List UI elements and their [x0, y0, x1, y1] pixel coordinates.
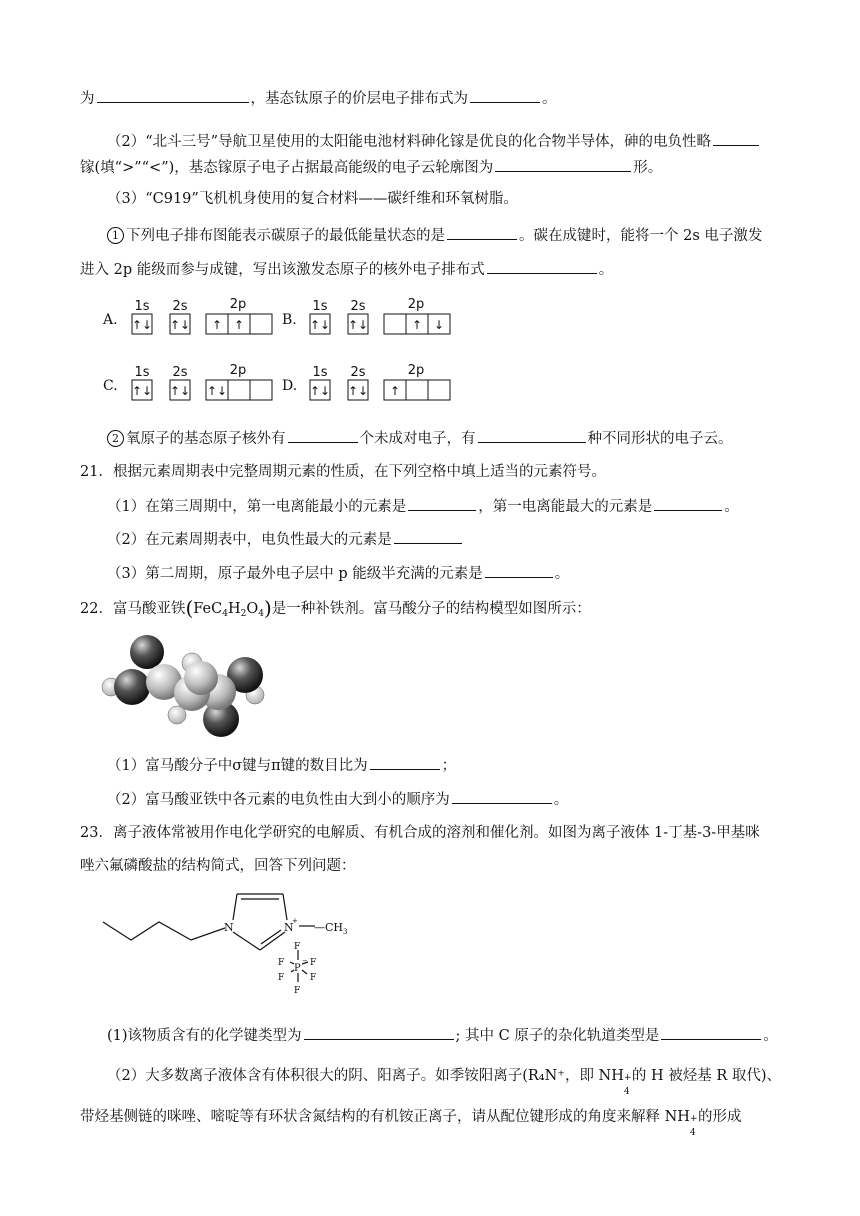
orbital-label-1s: 1s: [134, 365, 150, 380]
fluorine-atom: F: [310, 973, 317, 983]
ionic-liquid-structure: [95, 880, 355, 1010]
question-23-part-2-line-2: [80, 1107, 742, 1138]
answer-blank[interactable]: [97, 88, 249, 103]
orbital-label-2p: 2p: [407, 363, 425, 378]
text: (1)该物质含有的化学键类型为: [107, 1028, 302, 1044]
text: 的 H 被烃基 R 取代)、: [631, 1068, 782, 1084]
question-21-title: [80, 462, 606, 482]
text: 。: [554, 566, 570, 582]
minus-sign: −: [302, 957, 308, 965]
sub-question-2: [107, 428, 733, 449]
orbital-box-2p: [384, 314, 406, 334]
answer-blank[interactable]: [370, 755, 440, 770]
circled-number: 1: [107, 227, 124, 244]
text: 个未成对电子，有: [359, 431, 476, 447]
oxygen-atom: [114, 669, 150, 705]
orbital-label-2p: 2p: [229, 297, 247, 312]
text: 。: [724, 499, 739, 515]
electron-arrows: ↑: [411, 318, 423, 332]
superscript: +: [689, 1114, 698, 1124]
question-22-part-1: [107, 755, 456, 776]
orbital-box-2p: [250, 314, 272, 334]
orbital-box-2p: [428, 380, 450, 400]
question-2-line-2: [80, 157, 662, 178]
electron-arrows: ↑↓: [309, 318, 331, 332]
phosphorus-atom: P: [294, 963, 301, 974]
question-21-part-3: [107, 563, 569, 584]
orbital-label-2s: 2s: [350, 299, 366, 314]
answer-blank[interactable]: [485, 563, 553, 578]
orbital-box-2p: [250, 380, 272, 400]
electron-arrows: ↑↓: [309, 384, 331, 398]
superscript: +: [623, 1073, 632, 1083]
orbital-diagrams: [0, 292, 480, 412]
answer-blank[interactable]: [288, 428, 358, 443]
text: ；: [441, 758, 457, 774]
answer-blank[interactable]: [447, 225, 517, 240]
fluorine-atom: F: [278, 958, 285, 968]
orbital-label-2p: 2p: [229, 363, 247, 378]
question-23-line-2: [80, 856, 356, 876]
bond: [233, 894, 237, 920]
question-21-part-2: [107, 529, 464, 550]
electron-arrows: ↑↓: [169, 384, 191, 398]
answer-line-1: [80, 88, 557, 109]
orbital-label-2s: 2s: [172, 365, 188, 380]
question-23-part-2-line-1: [107, 1066, 782, 1097]
paren: ): [263, 596, 272, 620]
bond: [283, 894, 287, 920]
answer-blank[interactable]: [713, 131, 759, 146]
subscript: 4: [689, 1128, 696, 1138]
formula-part: FeC: [193, 601, 223, 617]
text: 。: [542, 91, 557, 107]
text: 带烃基侧链的咪唑、嘧啶等有环状含氮结构的有机铵正离子，请从配位键形成的角度来解释 NH: [80, 1109, 690, 1125]
orbital-label-2p: 2p: [407, 297, 425, 312]
question-3-title: [107, 189, 518, 209]
text: （3）第二周期，原子最外电子层中 p 能级半充满的元素是: [107, 566, 483, 582]
question-22-part-2: [107, 789, 568, 810]
text: 种不同形状的电子云。: [587, 431, 733, 447]
plus-sign: +: [292, 917, 298, 925]
text: 。: [598, 262, 614, 278]
text: （1）富马酸分子中σ键与π键的数目比为: [107, 758, 368, 774]
formula-sub: 4: [258, 609, 264, 619]
fluorine-atom: F: [294, 986, 301, 996]
text: （2）富马酸亚铁中各元素的电负性由大到小的顺序为: [107, 792, 450, 808]
subscript: 4: [623, 1087, 630, 1097]
orbital-label-2s: 2s: [350, 365, 366, 380]
electron-arrows: ↑: [233, 318, 245, 332]
text: 形。: [633, 160, 663, 176]
orbital-label-1s: 1s: [134, 299, 150, 314]
text: （3）“C919”飞机机身使用的复合材料——碳纤维和环氧树脂。: [107, 191, 518, 207]
text: 23．离子液体常被用作电化学研究的电解质、有机合成的溶剂和催化剂。如图为离子液体 1-丁基-3-甲基咪: [80, 825, 760, 841]
text: （2）大多数离子液体含有体积很大的阴、阳离子。如季铵阳离子(R₄N⁺，即 NH: [107, 1068, 624, 1084]
question-21-part-1: [107, 496, 739, 517]
fluorine-atom: F: [294, 942, 301, 952]
answer-blank[interactable]: [495, 157, 631, 172]
methyl-sub: 3: [343, 928, 348, 936]
orbital-box-2p: [406, 380, 428, 400]
text: 唑六氟磷酸盐的结构简式，回答下列问题：: [80, 858, 356, 874]
text: 下列电子排布图能表示碳原子的最低能量状态的是: [126, 228, 445, 244]
electron-arrows: ↑↓: [206, 384, 228, 398]
text: （2）在元素周期表中，电负性最大的元素是: [107, 532, 392, 548]
text: ，第一电离能最大的元素是: [478, 499, 653, 515]
methyl-text: —CH: [314, 921, 344, 934]
answer-blank[interactable]: [408, 496, 476, 511]
text: （1）在第三周期中，第一电离能最小的元素是: [107, 499, 407, 515]
paren: (: [185, 596, 194, 620]
text: 进入 2p 能级而参与成键，写出该激发态原子的核外电子排布式: [80, 262, 485, 278]
answer-blank[interactable]: [452, 789, 552, 804]
answer-blank[interactable]: [661, 1025, 761, 1040]
option-c-label: C.: [103, 378, 118, 394]
oxygen-atom: [130, 635, 164, 669]
answer-blank[interactable]: [394, 529, 462, 544]
sub-question-1-line-2: [80, 259, 613, 280]
nitrogen-cation: N: [284, 921, 294, 934]
formula-sub: 4: [222, 609, 228, 619]
formula-part: H: [227, 601, 241, 617]
answer-blank[interactable]: [470, 88, 540, 103]
question-22-title: [80, 598, 591, 624]
circled-number: 2: [107, 430, 124, 447]
formula-sub: 2: [240, 609, 247, 619]
electron-arrows: ↑: [389, 384, 401, 398]
electron-arrows: ↑↓: [131, 318, 153, 332]
text: 的形成: [697, 1109, 742, 1125]
answer-blank[interactable]: [654, 496, 722, 511]
nitrogen-atom: N: [224, 921, 234, 934]
text: 21．根据元素周期表中完整周期元素的性质，在下列空格中填上适当的元素符号。: [80, 464, 606, 480]
butyl-chain: [103, 922, 225, 940]
answer-blank[interactable]: [478, 428, 586, 443]
electron-arrows: ↑: [211, 318, 223, 332]
text: ; 其中 C 原子的杂化轨道类型是: [455, 1028, 660, 1044]
text: 氧原子的基态原子核外有: [126, 431, 286, 447]
text: 镓(填“>”“<”)，基态镓原子电子占据最高能级的电子云轮廓图为: [80, 160, 494, 176]
sub-question-1-line-1: [107, 225, 762, 246]
option-d-label: D.: [282, 378, 298, 394]
methyl-group: [314, 921, 347, 936]
answer-blank[interactable]: [304, 1025, 454, 1040]
question-23-line-1: [80, 823, 760, 843]
text: 。: [553, 792, 569, 808]
answer-blank[interactable]: [487, 259, 597, 274]
electron-arrows: ↑↓: [169, 318, 191, 332]
text: 。碳在成键时，能将一个 2s 电子激发: [519, 228, 763, 244]
bond: [233, 932, 260, 950]
text: （2）“北斗三号”导航卫星使用的太阳能电池材料砷化镓是优良的化合物半导体，砷的电负性略: [107, 134, 712, 150]
fluorine-atom: F: [310, 958, 317, 968]
orbital-label-2s: 2s: [172, 299, 188, 314]
electron-arrows: ↓: [433, 318, 445, 332]
formula-part: O: [246, 601, 259, 617]
text: 为: [80, 91, 95, 107]
question-2-line-1: [107, 131, 761, 152]
electron-arrows: ↑↓: [347, 384, 369, 398]
option-a-label: A.: [103, 312, 118, 328]
electron-arrows: ↑↓: [347, 318, 369, 332]
orbital-box-2p: [228, 380, 250, 400]
text: ，基态钛原子的价层电子排布式为: [250, 91, 468, 107]
bond: [260, 932, 285, 950]
electron-arrows: ↑↓: [131, 384, 153, 398]
fluorine-atom: F: [278, 973, 285, 983]
orbital-label-1s: 1s: [312, 299, 328, 314]
text: 22．富马酸亚铁: [80, 601, 186, 617]
bond: [302, 970, 307, 974]
question-23-part-1: [107, 1025, 778, 1046]
orbital-label-1s: 1s: [312, 365, 328, 380]
text: 。: [763, 1028, 778, 1044]
option-b-label: B.: [282, 312, 297, 328]
text: 是一种补铁剂。富马酸分子的结构模型如图所示：: [271, 601, 591, 617]
formula: [193, 601, 264, 617]
carbon-atom: [184, 661, 218, 695]
fumaric-acid-model: [95, 635, 280, 740]
